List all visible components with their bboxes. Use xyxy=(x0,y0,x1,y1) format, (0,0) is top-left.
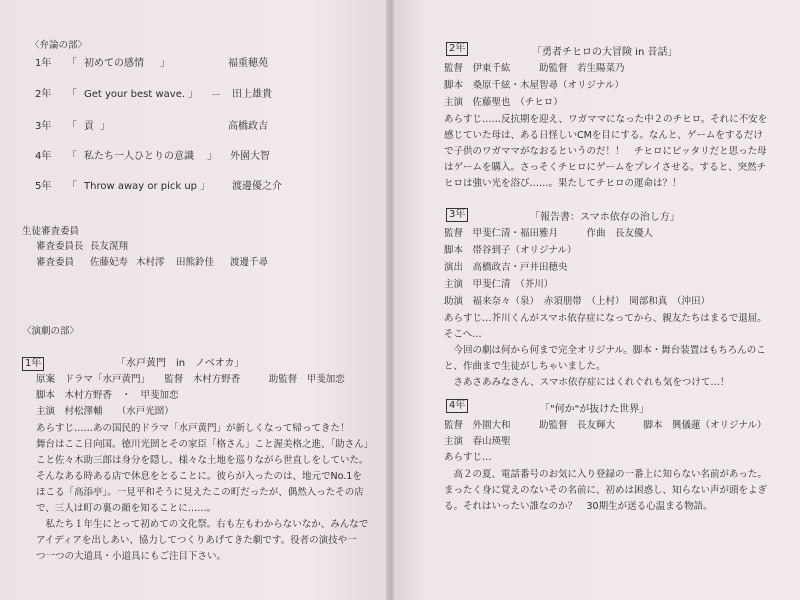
play-title-2: 「勇者チヒロの大冒険 in 昔話」 xyxy=(532,47,678,58)
judges-chair-name: 長友滉翔 xyxy=(90,241,129,252)
speech-open-quote: 「 xyxy=(67,181,77,192)
speech-grade: 4年 xyxy=(35,151,52,162)
judges-label: 生徒審査委員 xyxy=(22,226,80,237)
speech-open-quote: 「 xyxy=(67,58,77,69)
play-line: 私たち１年生にとって初めての文化祭。右も左もわからないなか、みんなで xyxy=(36,519,369,530)
play-line: まったく身に覚えのないその名前に、初めは困惑し、知らない声が頭をよぎ xyxy=(444,485,768,496)
speech-grade: 5年 xyxy=(35,181,52,192)
speech-grade: 2年 xyxy=(35,89,52,100)
play-line: 監督 外園大和 助監督 長友輝大 脚本 興儀蓮（オリジナル） xyxy=(444,420,767,431)
play-line: で、三人は町の裏の顔を知ることに……。 xyxy=(36,503,217,514)
speech-title: 初めての感情 xyxy=(84,58,144,69)
play-line: 主演 村松澤輔 （水戸光圀） xyxy=(36,406,174,417)
judge-name: 木村澪 xyxy=(136,257,165,268)
play-line: る。それはいったい誰なのか？ 30期生が送る心温まる物語。 xyxy=(444,501,713,512)
play-line: 舞台はここ日向国。徳川光圀とその家臣「格さん」こと渥美格之進、「助さん」 xyxy=(36,439,374,450)
speech-grade: 3年 xyxy=(35,121,52,132)
judge-name: 渡邊千尋 xyxy=(230,257,269,268)
judge-name: 田熊鈴佳 xyxy=(176,257,215,268)
grade-badge-3: 3年 xyxy=(446,208,468,222)
speech-close-quote: 」 xyxy=(160,58,170,69)
speech-title: Throw away or pick up xyxy=(84,181,198,192)
play-line: 主演 佐藤聖也 （チヒロ） xyxy=(444,97,563,108)
play-line: あらすじ……あの国民的ドラマ「水戸黄門」が新しくなって帰ってきた！ xyxy=(36,423,350,434)
speaker-name: 福重穂苑 xyxy=(228,58,268,69)
play-line: アイディアを出しあい、協力してつくりあげてきた劇です。役者の演技や一 xyxy=(36,535,357,546)
speech-title: 貢 xyxy=(84,121,94,132)
play-line: 演出 高橋政吉・戸井田穂央 xyxy=(444,262,568,273)
play-line: さあさあみなさん、スマホ依存症にはくれぐれも気をつけて…！ xyxy=(444,377,730,388)
play-line: 感じていた母は、ある日怪しいCMを目にする。なんと、ゲームをするだけ xyxy=(444,130,763,141)
play-line: ほこる「高添亭」。一見平和そうに見えたこの町だったが、偶然入ったその店 xyxy=(36,487,364,498)
play-line: はゲームを購入。さっそくチヒロにゲームをプレイさせる。すると、突然チ xyxy=(444,162,767,173)
play-title-1: 「水戸黄門 in ノベオカ」 xyxy=(116,358,245,369)
speech-grade: 1年 xyxy=(35,58,52,69)
play-line: 主演 甲斐仁清 （芥川） xyxy=(444,279,554,290)
play-line: そこへ… xyxy=(444,329,482,340)
play-line: そんなある時ある店で休息をとることに。彼らが入ったのは、地元でNo.1を xyxy=(36,471,362,482)
speaker-name: 渡邊優之介 xyxy=(232,181,282,192)
play-line: あらすじ… xyxy=(444,452,492,463)
play-line: あらすじ……反抗期を迎え、ワガママになった中２のチヒロ。それに不安を xyxy=(444,114,768,125)
play-line: 監督 甲斐仁清・福田雅月 作曲 長友優人 xyxy=(444,228,654,239)
grade-badge-2: 2年 xyxy=(446,42,468,56)
speech-close-quote: 」 xyxy=(207,151,217,162)
speech-title: 私たち一人ひとりの意識 xyxy=(84,151,194,162)
play-title-3: 「報告書：スマホ依存の治し方」 xyxy=(530,212,680,223)
drama-section-heading: 〈演劇の部〉 xyxy=(22,326,80,337)
speech-open-quote: 「 xyxy=(67,121,77,132)
speech-trailing-mark: … xyxy=(212,88,220,97)
speech-section-heading: 〈弁論の部〉 xyxy=(30,40,88,51)
play-line: 監督 伊東千紘 助監督 若生陽菜乃 xyxy=(444,63,625,74)
judge-name: 佐藤妃寿 xyxy=(90,257,129,268)
play-line: ヒロは強い光を浴び……。果たしてチヒロの運命は？！ xyxy=(444,178,682,189)
play-line: つ一つの大道具・小道具にもご注目下さい。 xyxy=(36,551,227,562)
grade-badge-4: 4年 xyxy=(446,399,468,413)
judges-member-label: 審査委員 xyxy=(36,257,75,268)
speaker-name: 田上雄貴 xyxy=(232,89,272,100)
speech-close-quote: 」 xyxy=(188,89,198,100)
judges-chair-label: 審査委員長 xyxy=(36,241,84,252)
play-line: 助演 福来奈々（泉） 赤須朋帯 （上村） 岡部和真 （沖田） xyxy=(444,296,711,307)
play-line: で子供のワガママがなおるというのだ！！ チヒロにピッタリだと思った母 xyxy=(444,146,767,157)
speaker-name: 外園大智 xyxy=(230,151,270,162)
play-line: 今回の劇は何から何まで完全オリジナル。脚本・舞台装置はもちろんのこ xyxy=(444,345,766,356)
play-line: あらすじ…芥川くんがスマホ依存症になってから、親友たちはまるで退屈。 xyxy=(444,313,767,324)
speech-close-quote: 」 xyxy=(100,121,110,132)
grade-badge-1: 1年 xyxy=(22,357,44,371)
speech-title: Get your best wave. xyxy=(84,89,186,100)
play-line: 原案 ドラマ「水戸黄門」 監督 木村方野香 助監督 甲斐加恋 xyxy=(36,374,345,385)
play-title-4: 「"何か"が抜けた世界」 xyxy=(540,404,650,415)
play-line: と、作曲まで生徒がしちゃいました。 xyxy=(444,361,606,372)
speech-close-quote: 」 xyxy=(200,181,210,192)
speech-open-quote: 「 xyxy=(67,151,77,162)
play-line: 高２の夏、電話番号のお気に入り登録の一番上に知らない名前があった。 xyxy=(444,469,767,480)
play-line: 脚本 木村方野香 ・ 甲斐加恋 xyxy=(36,390,179,401)
play-line: 脚本 桑原千絃・木屋智尋（オリジナル） xyxy=(444,80,625,91)
play-line: 主演 春山瑛聖 xyxy=(444,436,511,447)
speech-open-quote: 「 xyxy=(67,89,77,100)
play-line: こと佐々木助三郎は身分を隠し、様々な土地を巡りながら世直しをしていた。 xyxy=(36,455,369,466)
speaker-name: 高橋政吉 xyxy=(228,121,268,132)
play-line: 脚本 帯谷到子（オリジナル） xyxy=(444,245,577,256)
